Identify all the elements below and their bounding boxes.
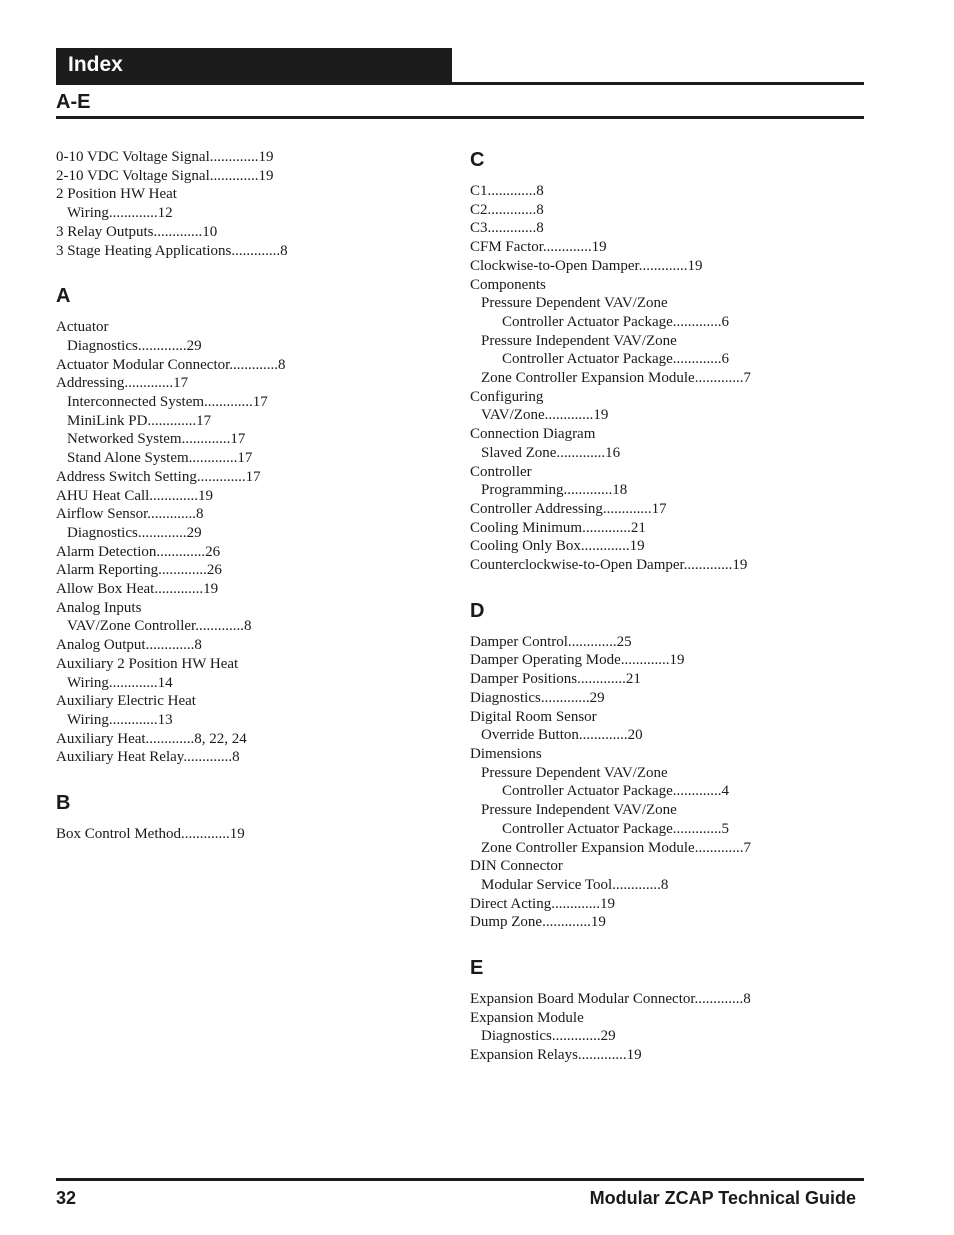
index-entry: Zone Controller Expansion Module.............7 <box>481 370 751 387</box>
index-entry: Expansion Module <box>470 1009 584 1026</box>
index-entry: 3 Relay Outputs.............10 <box>56 223 218 240</box>
document-title: Modular ZCAP Technical Guide <box>589 1188 856 1208</box>
index-title-bar <box>56 48 452 82</box>
index-entry: Digital Room Sensor <box>470 708 597 725</box>
index-entry: Slaved Zone.............16 <box>481 444 621 461</box>
index-entry: Addressing.............17 <box>56 375 189 392</box>
index-entry: Pressure Independent VAV/Zone <box>481 802 677 819</box>
index-column-right <box>470 148 864 1065</box>
index-entry: Airflow Sensor.............8 <box>56 506 204 523</box>
index-entry: Controller Actuator Package.............5 <box>502 820 730 837</box>
index-entry: Address Switch Setting.............17 <box>56 468 261 485</box>
index-entry: Auxiliary 2 Position HW Heat <box>56 655 239 672</box>
section-range-heading: A-E <box>56 91 91 113</box>
index-entry: Connection Diagram <box>470 426 596 443</box>
index-entry: Override Button.............20 <box>481 727 643 744</box>
index-entry: Analog Output.............8 <box>56 637 202 654</box>
index-entry: Auxiliary Electric Heat <box>56 693 196 710</box>
index-entry: Wiring.............13 <box>67 711 173 728</box>
index-entry: Auxiliary Heat.............8, 22, 24 <box>56 730 247 747</box>
index-letter-heading: A <box>56 285 71 308</box>
index-entry: 2-10 VDC Voltage Signal.............19 <box>56 167 274 184</box>
index-group <box>470 956 864 1065</box>
page-number: 32 <box>56 1188 77 1208</box>
index-column-left <box>56 148 446 844</box>
index-entry: Modular Service Tool.............8 <box>481 876 669 893</box>
index-entry: Cooling Only Box.............19 <box>470 538 645 555</box>
index-entry: Diagnostics.............29 <box>67 337 202 354</box>
index-entry: Cooling Minimum.............21 <box>470 519 646 536</box>
index-entry: Controller Actuator Package.............6 <box>502 351 730 368</box>
index-entry: C2.............8 <box>470 201 544 218</box>
index-entry: Counterclockwise-to-Open Damper.............19 <box>470 557 748 574</box>
index-entry: Clockwise-to-Open Damper.............19 <box>470 257 703 274</box>
index-entry: Stand Alone System.............17 <box>67 450 253 467</box>
index-entry: Box Control Method.............19 <box>56 826 245 843</box>
index-group <box>470 148 864 575</box>
index-entry: Diagnostics.............29 <box>481 1028 616 1045</box>
index-entry: Configuring <box>470 388 544 405</box>
index-entry: C3.............8 <box>470 220 544 237</box>
index-entry: AHU Heat Call.............19 <box>56 487 214 504</box>
index-entry: Damper Control.............25 <box>470 633 632 650</box>
index-entry: Auxiliary Heat Relay.............8 <box>56 749 240 766</box>
index-letter-heading: D <box>470 599 485 622</box>
index-entry: Networked System.............17 <box>67 431 246 448</box>
index-entry: Controller <box>470 463 532 480</box>
index-group <box>56 284 446 767</box>
index-entry: Expansion Relays.............19 <box>470 1047 642 1064</box>
index-entry: Damper Operating Mode.............19 <box>470 652 685 669</box>
index-letter-heading: C <box>470 149 485 171</box>
index-entry: Direct Acting.............19 <box>470 895 615 912</box>
index-entry: Allow Box Heat.............19 <box>56 581 219 598</box>
index-entry: Pressure Independent VAV/Zone <box>481 332 677 349</box>
index-title: Index <box>68 53 123 76</box>
index-entry: Alarm Detection.............26 <box>56 543 221 560</box>
index-entry: Dimensions <box>470 745 542 762</box>
index-entry: Dump Zone.............19 <box>470 914 606 931</box>
index-entry: Actuator <box>56 319 109 336</box>
index-entry: Wiring.............12 <box>67 205 173 222</box>
index-entry: Controller Actuator Package.............6 <box>502 313 730 330</box>
index-entry: Components <box>470 276 546 293</box>
index-entry: Pressure Dependent VAV/Zone <box>481 764 668 781</box>
index-group <box>56 791 446 844</box>
index-entry: 0-10 VDC Voltage Signal.............19 <box>56 149 274 165</box>
index-entry: Actuator Modular Connector.............8 <box>56 356 286 373</box>
index-group <box>56 148 446 260</box>
index-entry: VAV/Zone Controller.............8 <box>67 618 252 635</box>
index-group <box>470 599 864 932</box>
index-entry: CFM Factor.............19 <box>470 239 607 256</box>
index-letter-heading: B <box>56 792 71 815</box>
index-entry: Alarm Reporting.............26 <box>56 562 222 579</box>
footer-rule <box>56 1178 864 1181</box>
index-entry: 3 Stage Heating Applications.............8 <box>56 242 288 259</box>
index-entry: Diagnostics.............29 <box>67 524 202 541</box>
index-entry: Zone Controller Expansion Module.............7 <box>481 839 751 856</box>
index-entry: Interconnected System.............17 <box>67 394 268 411</box>
index-entry: C1.............8 <box>470 183 544 199</box>
index-entry: Controller Addressing.............17 <box>470 500 667 517</box>
index-entry: DIN Connector <box>470 858 563 875</box>
index-entry: Programming.............18 <box>481 482 628 499</box>
index-letter-heading: E <box>470 957 484 980</box>
index-entry: Damper Positions.............21 <box>470 671 641 688</box>
index-entry: VAV/Zone.............19 <box>481 407 609 424</box>
index-entry: Expansion Board Modular Connector.............8 <box>470 991 751 1008</box>
index-entry: Diagnostics.............29 <box>470 689 605 706</box>
index-entry: MiniLink PD.............17 <box>67 412 212 429</box>
index-entry: Analog Inputs <box>56 599 142 616</box>
section-rule <box>56 116 864 119</box>
index-entry: Pressure Dependent VAV/Zone <box>481 295 668 312</box>
index-entry: Controller Actuator Package.............4 <box>502 783 730 800</box>
index-entry: 2 Position HW Heat <box>56 186 177 203</box>
index-entry: Wiring.............14 <box>67 674 173 691</box>
header-rule <box>56 82 864 85</box>
